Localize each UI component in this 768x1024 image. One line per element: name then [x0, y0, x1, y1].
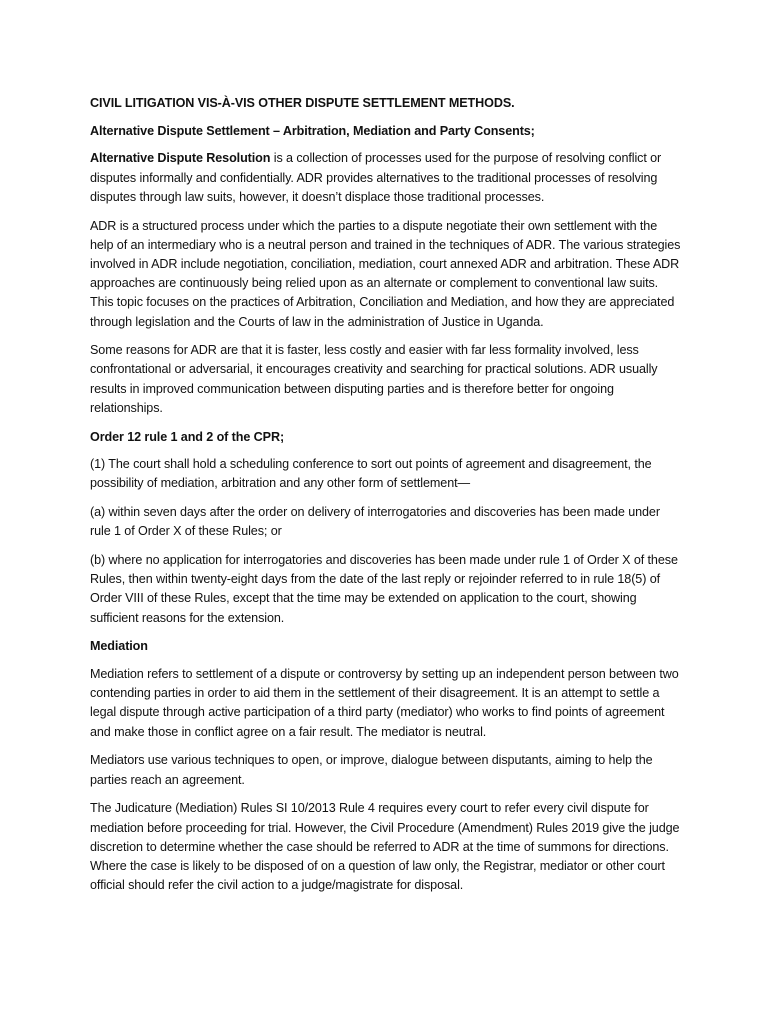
heading-mediation: Mediation [90, 639, 148, 654]
paragraph-rule-1: (1) The court shall hold a scheduling conference to sort out points of agreement and disagreement, the possibility of mediation, arbitration and any other form of settlement— [90, 457, 652, 491]
paragraph-rule-a: (a) within seven days after the order on delivery of interrogatories and discoveries has been made under rule 1 of Order X of these Rules; or [90, 505, 660, 539]
document-subtitle: Alternative Dispute Settlement – Arbitration, Mediation and Party Consents; [90, 123, 535, 138]
paragraph-mediators: Mediators use various techniques to open, or improve, dialogue between disputants, aiming to help the parties reach an agreement. [90, 753, 653, 787]
document-page [90, 94, 682, 905]
paragraph-adr-reasons: Some reasons for ADR are that it is faster, less costly and easier with far less formality involved, less confrontational or adversarial, it encourages creativity and searching for practical solutions. ADR usually results in improved communication between disputing parties and is therefore better for ongoing relationships. [90, 343, 658, 415]
paragraph-adr-process: ADR is a structured process under which the parties to a dispute negotiate their own settlement with the help of an intermediary who is a neutral person and trained in the techniques of ADR. The various strategies involved in ADR include negotiation, conciliation, mediation, court annexed ADR and arbitration. These ADR approaches are continuously being relied upon as an alternate or complement to conventional law suits. This topic focuses on the practices of Arbitration, Conciliation and Mediation, and how they are appreciated through legislation and the Courts of law in the administration of Justice in Uganda. [90, 218, 681, 329]
adr-definition-text: is a collection of processes used for the purpose of resolving conflict or disputes informally and confidentially. ADR provides alternatives to the traditional processes of resolving disputes through law suits, however, it doesn’t displace those traditional processes. [90, 151, 662, 204]
paragraph-mediation-definition: Mediation refers to settlement of a dispute or controversy by setting up an independent person between two contending parties in order to aid them in the settlement of their disagreement. It is an attempt to settle a legal dispute through active participation of a third party (mediator) who works to find points of agreement and make those in conflict agree on a fair result. The mediator is neutral. [90, 667, 679, 739]
paragraph-adr-definition [90, 149, 682, 207]
paragraph-rule-b: (b) where no application for interrogatories and discoveries has been made under rule 1 of Order X of these Rules, then within twenty-eight days from the date of the last reply or rejoinder referred to in rule 18(5) of Order VIII of these Rules, except that the time may be extended on application to the court, showing sufficient reasons for the extension. [90, 553, 678, 625]
paragraph-judicature-rules: The Judicature (Mediation) Rules SI 10/2013 Rule 4 requires every court to refer every civil dispute for mediation before proceeding for trial. However, the Civil Procedure (Amendment) Rules 2019 give the judge discretion to determine whether the case should be referred to ADR at the time of summons for directions. Where the case is likely to be disposed of on a question of law only, the Registrar, mediator or other court official should refer the civil action to a judge/magistrate for disposal. [90, 801, 680, 893]
adr-term: Alternative Dispute Resolution [90, 151, 271, 166]
heading-order-12: Order 12 rule 1 and 2 of the CPR; [90, 429, 285, 444]
document-title: CIVIL LITIGATION VIS-À-VIS OTHER DISPUTE SETTLEMENT METHODS. [90, 96, 515, 110]
